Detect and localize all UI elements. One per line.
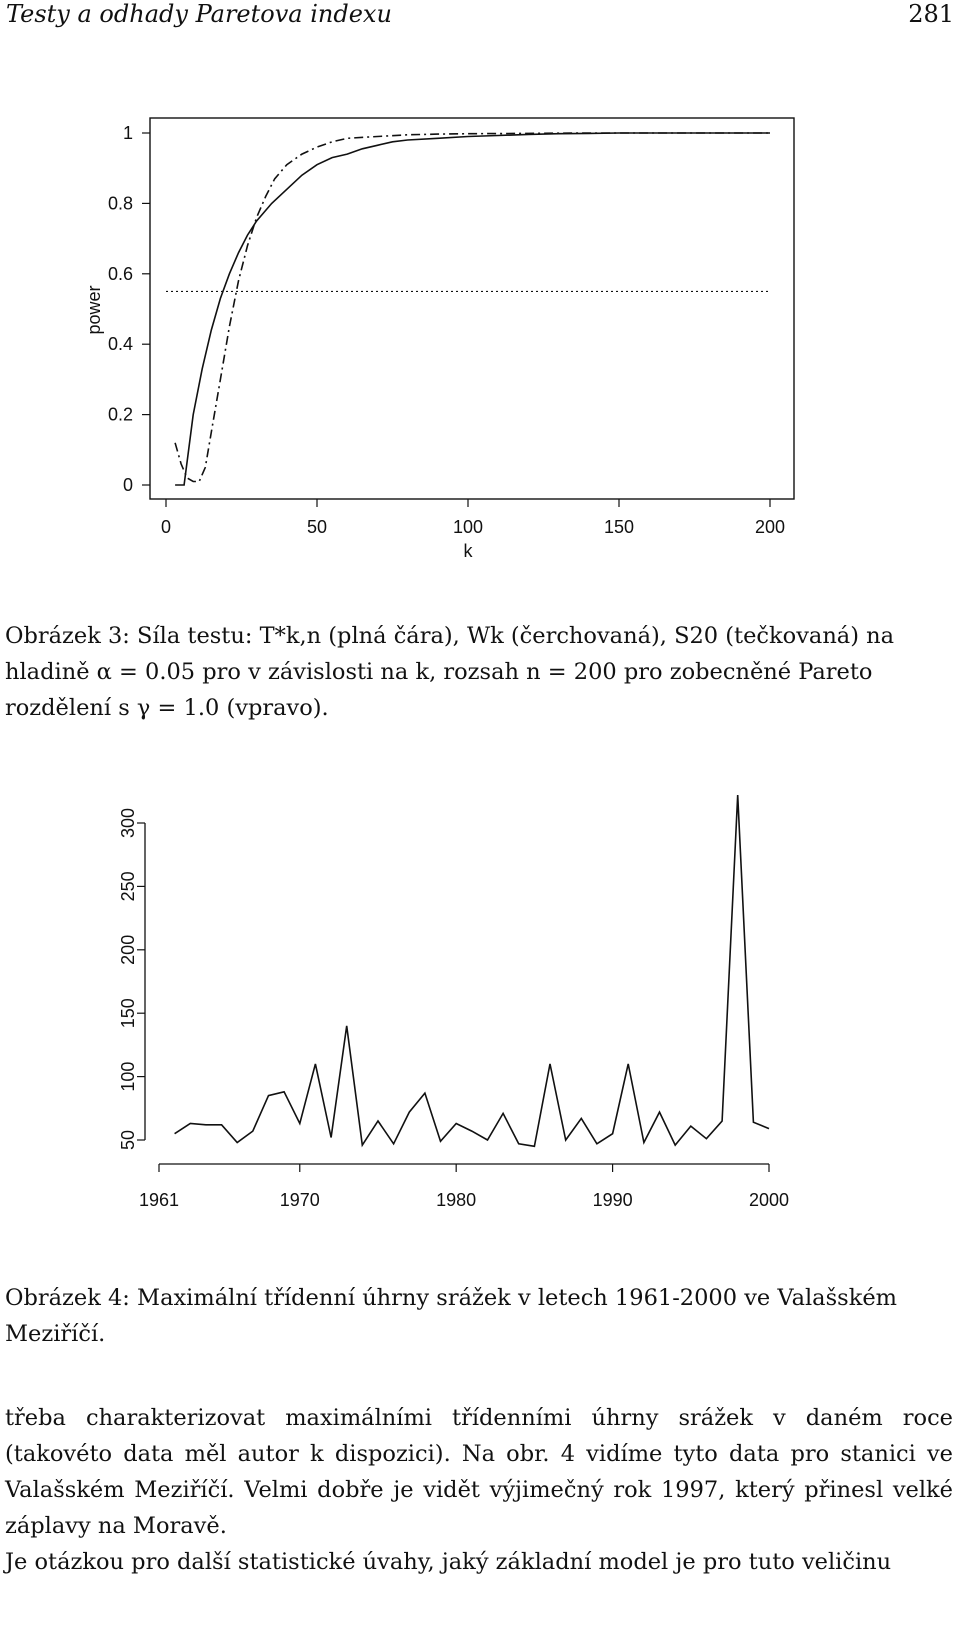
y-tick-label: 150 [118, 998, 138, 1029]
y-tick-label: 300 [118, 807, 138, 839]
y-tick-label: 0.2 [107, 404, 133, 425]
x-tick-label: 0 [160, 517, 172, 537]
x-tick-label: 100 [452, 517, 484, 537]
x-tick-label: 1980 [436, 1190, 477, 1210]
series-line-solid [175, 133, 770, 485]
precipitation-chart [0, 780, 960, 1220]
paragraph: třeba charakterizovat maximálními třídenními úhrny srážek v daném roce (takovéto data měl autor k dispozici). Na obr. 4 vidíme tyto data pro stanici ve Valašském Meziříčí. Velmi dobře je vidět výjimečný rok 1997, který přinesl velké záplavy na Moravě. [5, 1405, 953, 1539]
caption-text: Síla testu: T*k,n (plná čára), Wk (čerchovaná), S20 (tečkovaná) na hladině α = 0.05 pro v závislosti na k, rozsah n = 200 pro zobecněné Pareto rozdělení s γ = 1.0 (vpravo). [5, 623, 895, 721]
x-tick-label: 1961 [138, 1190, 180, 1210]
x-tick-label: 150 [603, 517, 635, 537]
power-chart [0, 95, 960, 575]
y-tick-label: 250 [118, 871, 138, 902]
y-tick-label: 100 [118, 1061, 138, 1092]
x-axis-label: k [463, 541, 473, 561]
x-tick-label: 200 [754, 517, 786, 537]
body-text [5, 1400, 953, 1580]
x-tick-label: 1990 [592, 1190, 633, 1210]
paragraph: Je otázkou pro další statistické úvahy, jaký základní model je pro tuto veličinu [5, 1549, 892, 1575]
figure-4-caption [5, 1280, 953, 1352]
caption-label: Obrázek 3: [5, 623, 130, 649]
page-number: 281 [908, 0, 954, 28]
figure-3-caption [5, 618, 953, 726]
y-tick-label: 0.4 [107, 334, 133, 355]
series-line-dash-dot [175, 133, 770, 482]
x-tick-label: 50 [306, 517, 328, 537]
y-tick-label: 0.6 [107, 263, 133, 284]
running-title: Testy a odhady Paretova indexu [6, 0, 392, 28]
y-tick-label: 200 [118, 934, 138, 965]
y-tick-label: 50 [118, 1129, 138, 1151]
y-tick-label: 1 [122, 123, 133, 143]
precipitation-line [175, 795, 769, 1146]
x-tick-label: 1970 [279, 1190, 320, 1210]
plot-frame [150, 118, 794, 499]
y-axis-label: power [84, 285, 104, 335]
page-header [0, 0, 960, 40]
y-tick-label: 0.8 [107, 193, 133, 214]
y-tick-label: 0 [122, 475, 133, 495]
x-tick-label: 2000 [748, 1190, 790, 1210]
caption-label: Obrázek 4: [5, 1285, 130, 1311]
caption-text: Maximální třídenní úhrny srážek v letech 1961-2000 ve Valašském Meziříčí. [5, 1285, 897, 1347]
